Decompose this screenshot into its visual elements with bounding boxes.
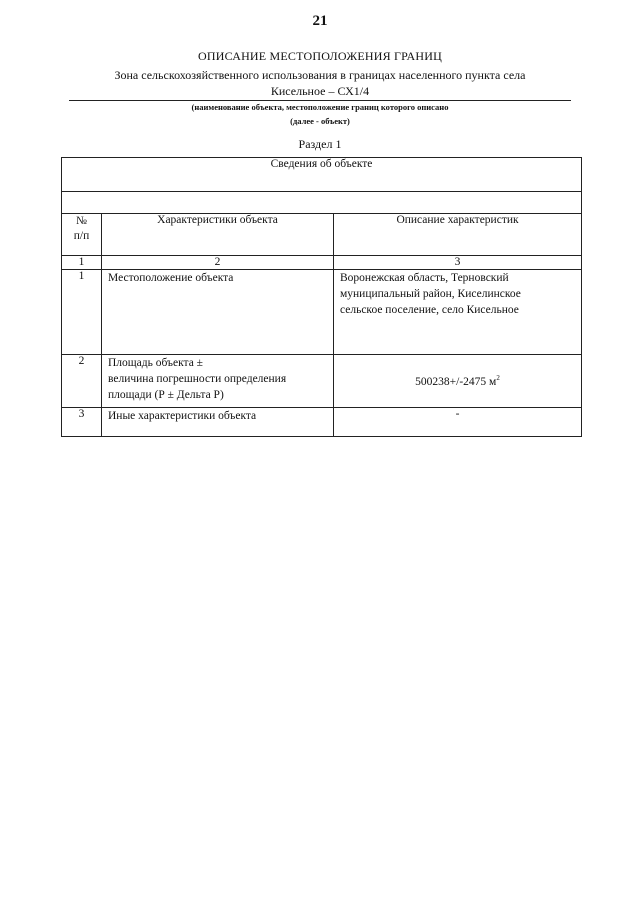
underline-rule <box>69 100 571 101</box>
zone-name-line-2: Кисельное – СХ1/4 <box>270 84 370 98</box>
table-empty-row <box>62 192 582 214</box>
characteristic-line: величина погрешности определения <box>108 373 287 385</box>
row-description <box>334 355 582 408</box>
row-characteristic <box>102 355 334 408</box>
empty-cell <box>62 192 582 214</box>
column-number: 1 <box>62 256 102 270</box>
zone-name-line-1: Зона сельскохозяйственного использования в границах населенного пункта села <box>114 68 526 82</box>
page-number: 21 <box>312 13 328 29</box>
row-number: 2 <box>62 355 102 408</box>
column-number: 2 <box>102 256 334 270</box>
column-header-number-line-2: п/п <box>73 230 90 242</box>
column-header-description: Описание характеристик <box>334 214 582 256</box>
column-numbers-row <box>62 256 582 270</box>
caption-line-2: (далее - объект) <box>290 116 350 126</box>
description-line: муниципальный район, Киселинское <box>340 288 521 300</box>
table-row <box>62 355 582 408</box>
row-description <box>334 270 582 355</box>
table-row <box>62 270 582 355</box>
area-value: 500238+/-2475 м <box>415 375 497 388</box>
column-header-number <box>62 214 102 256</box>
area-unit-power: 2 <box>496 374 500 383</box>
table-heading-row <box>62 158 582 192</box>
table-heading: Сведения об объекте <box>62 158 582 192</box>
column-number: 3 <box>334 256 582 270</box>
column-header-row <box>62 214 582 256</box>
column-header-number-line-1: № <box>76 215 87 227</box>
row-number: 1 <box>62 270 102 355</box>
table-row <box>62 408 582 437</box>
description-line: сельское поселение, село Кисельное <box>340 304 519 316</box>
row-number: 3 <box>62 408 102 437</box>
row-description: - <box>334 408 582 437</box>
row-characteristic: Местоположение объекта <box>102 270 334 355</box>
row-characteristic: Иные характеристики объекта <box>102 408 334 437</box>
description-line: Воронежская область, Терновский <box>340 272 509 284</box>
object-info-table <box>61 157 582 437</box>
characteristic-line: площади (Р ± Дельта Р) <box>108 389 224 401</box>
caption-line-1: (наименование объекта, местоположение границ которого описано <box>191 102 449 112</box>
characteristic-line: Площадь объекта ± <box>108 357 203 369</box>
section-label: Раздел 1 <box>298 137 342 151</box>
document-title: ОПИСАНИЕ МЕСТОПОЛОЖЕНИЯ ГРАНИЦ <box>198 49 442 63</box>
column-header-characteristic: Характеристики объекта <box>102 214 334 256</box>
